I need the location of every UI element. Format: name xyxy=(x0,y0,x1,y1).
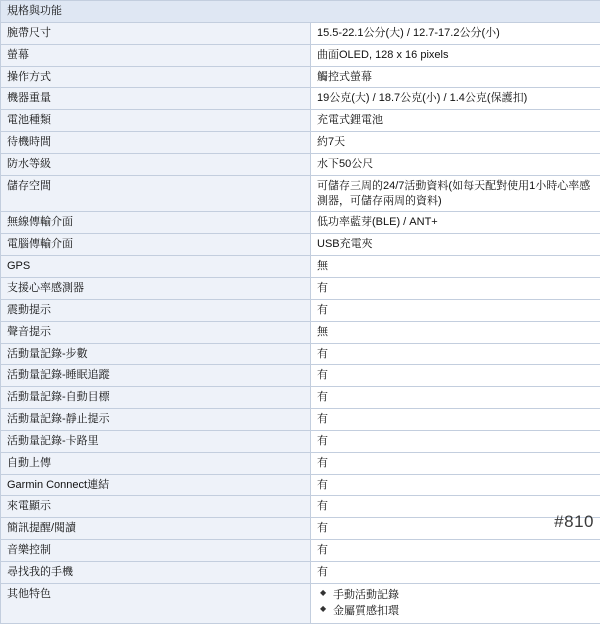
table-row xyxy=(1,212,600,234)
row-label: 尋找我的手機 xyxy=(1,561,311,583)
row-value-list xyxy=(311,583,600,623)
table-row xyxy=(1,132,600,154)
row-label: 腕帶尺寸 xyxy=(1,22,311,44)
row-label: 防水等級 xyxy=(1,153,311,175)
row-value: 曲面OLED, 128 x 16 pixels xyxy=(311,44,600,66)
table-row xyxy=(1,452,600,474)
table-row xyxy=(1,496,600,518)
row-label: 支援心率感測器 xyxy=(1,277,311,299)
table-row xyxy=(1,540,600,562)
table-row xyxy=(1,474,600,496)
list-item: ◆ 手動活動記錄 xyxy=(331,587,595,604)
row-label: 電腦傳輸介面 xyxy=(1,234,311,256)
row-value: 有 xyxy=(311,561,600,583)
row-label: 自動上傳 xyxy=(1,452,311,474)
row-label: 活動量記錄-步數 xyxy=(1,343,311,365)
row-label: 震動提示 xyxy=(1,299,311,321)
section-title: 規格與功能 xyxy=(1,1,600,23)
row-value: 可儲存三周的24/7活動資料(如每天配對使用1小時心率感測器，可儲存兩周的資料) xyxy=(311,175,600,212)
spec-table-body xyxy=(1,1,600,624)
table-row xyxy=(1,175,600,212)
row-value: 無 xyxy=(311,256,600,278)
watermark-label: #810 xyxy=(554,512,594,532)
row-value: 有 xyxy=(311,518,600,540)
row-label: 操作方式 xyxy=(1,66,311,88)
row-label: 來電顯示 xyxy=(1,496,311,518)
row-value: 低功率藍芽(BLE) / ANT+ xyxy=(311,212,600,234)
table-row xyxy=(1,277,600,299)
row-value: USB充電夾 xyxy=(311,234,600,256)
row-value: 有 xyxy=(311,474,600,496)
table-row xyxy=(1,66,600,88)
row-value: 有 xyxy=(311,343,600,365)
row-label: 螢幕 xyxy=(1,44,311,66)
row-value: 有 xyxy=(311,496,600,518)
row-value: 約7天 xyxy=(311,132,600,154)
row-label: 機器重量 xyxy=(1,88,311,110)
row-value: 觸控式螢幕 xyxy=(311,66,600,88)
table-row-features xyxy=(1,583,600,623)
row-value: 15.5-22.1公分(大) / 12.7-17.2公分(小) xyxy=(311,22,600,44)
table-row xyxy=(1,22,600,44)
row-value: 19公克(大) / 18.7公克(小) / 1.4公克(保護扣) xyxy=(311,88,600,110)
row-label: 其他特色 xyxy=(1,583,311,623)
row-value: 有 xyxy=(311,365,600,387)
row-label: 無線傳輸介面 xyxy=(1,212,311,234)
table-row xyxy=(1,343,600,365)
table-row xyxy=(1,321,600,343)
table-row xyxy=(1,518,600,540)
row-label: Garmin Connect連結 xyxy=(1,474,311,496)
row-value: 無 xyxy=(311,321,600,343)
row-value: 水下50公尺 xyxy=(311,153,600,175)
table-row xyxy=(1,256,600,278)
row-value: 有 xyxy=(311,277,600,299)
row-label: 活動量記錄-自動目標 xyxy=(1,387,311,409)
table-row xyxy=(1,88,600,110)
row-label: 儲存空間 xyxy=(1,175,311,212)
row-label: 聲音提示 xyxy=(1,321,311,343)
row-label: 簡訊提醒/閱讀 xyxy=(1,518,311,540)
row-value: 有 xyxy=(311,452,600,474)
row-label: 活動量記錄-靜止提示 xyxy=(1,409,311,431)
table-row xyxy=(1,365,600,387)
row-value: 有 xyxy=(311,540,600,562)
row-label: 待機時間 xyxy=(1,132,311,154)
row-value: 有 xyxy=(311,430,600,452)
table-row xyxy=(1,430,600,452)
table-row xyxy=(1,409,600,431)
row-label: 活動量記錄-睡眠追蹤 xyxy=(1,365,311,387)
row-label: 音樂控制 xyxy=(1,540,311,562)
table-row xyxy=(1,387,600,409)
section-title-row xyxy=(1,1,600,23)
row-value: 有 xyxy=(311,387,600,409)
table-row xyxy=(1,234,600,256)
row-value: 有 xyxy=(311,409,600,431)
row-label: GPS xyxy=(1,256,311,278)
table-row xyxy=(1,44,600,66)
table-row xyxy=(1,561,600,583)
table-row xyxy=(1,153,600,175)
row-value: 有 xyxy=(311,299,600,321)
feature-list xyxy=(317,587,595,620)
row-value: 充電式鋰電池 xyxy=(311,110,600,132)
list-item: ◆ 金屬質感扣環 xyxy=(331,603,595,620)
row-label: 活動量記錄-卡路里 xyxy=(1,430,311,452)
table-row xyxy=(1,299,600,321)
table-row xyxy=(1,110,600,132)
row-label: 電池種類 xyxy=(1,110,311,132)
